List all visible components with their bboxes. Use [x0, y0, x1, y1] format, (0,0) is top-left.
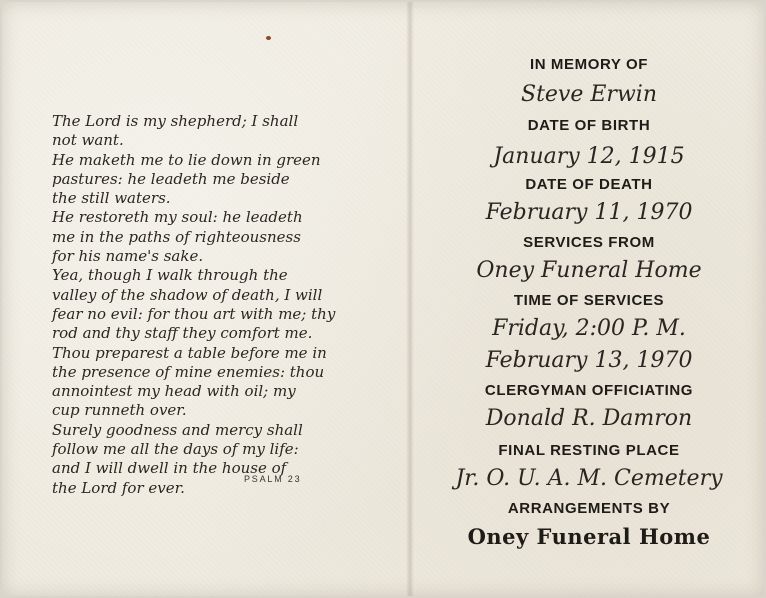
death-label: DATE OF DEATH [525, 176, 653, 193]
psalm-line: fear no evil: for thou art with me; thy [52, 304, 336, 323]
time-label: TIME OF SERVICES [513, 292, 665, 309]
psalm-line: The Lord is my shepherd; I shall [52, 112, 299, 130]
psalm-line: He restoreth my soul: he leadeth [52, 208, 303, 227]
psalm-line: cup runneth over. [52, 401, 187, 420]
birth-date: January 12, 1915 [493, 144, 685, 169]
psalm-line: annointest my head with oil; my [52, 382, 296, 401]
psalm-line: not want. [52, 131, 124, 150]
psalm-line: the Lord for ever. [52, 478, 185, 497]
resting-place-label: FINAL RESTING PLACE [498, 442, 680, 459]
psalm-line: Yea, though I walk through the [52, 266, 288, 285]
resting-place: Jr. O. U. A. M. Cemetery [455, 466, 723, 491]
psalm-line: me in the paths of righteousness [52, 227, 301, 246]
psalm-line: pastures: he leadeth me beside [52, 169, 290, 188]
service-time: Friday, 2:00 P. M. [492, 316, 686, 341]
in-memory-heading: IN MEMORY OF [529, 56, 649, 73]
memorial-details [414, 2, 764, 596]
card-fold [406, 2, 414, 596]
psalm-line: follow me all the days of my life: [52, 440, 299, 459]
psalm-line: and I will dwell in the house of [52, 459, 287, 478]
psalm-text [52, 112, 372, 498]
psalm-line: the still waters. [52, 189, 171, 208]
clergy-name: Donald R. Damron [485, 406, 693, 431]
psalm-line: He maketh me to lie down in green [52, 150, 321, 169]
funeral-home-blackletter: Oney Funeral Home [467, 524, 711, 549]
service-date: February 13, 1970 [485, 348, 693, 373]
psalm-line: valley of the shadow of death, I will [52, 285, 323, 304]
psalm-line: the presence of mine enemies: thou [52, 362, 325, 381]
psalm-line: Thou preparest a table before me in [52, 343, 327, 362]
death-date: February 11, 1970 [485, 200, 693, 225]
deceased-name: Steve Erwin [521, 82, 657, 107]
clergy-label: CLERGYMAN OFFICIATING [484, 382, 694, 399]
psalm-line: Surely goodness and mercy shall [52, 420, 303, 439]
services-from-value: Oney Funeral Home [476, 258, 702, 283]
services-from-label: SERVICES FROM [523, 234, 655, 251]
memorial-card [2, 2, 764, 596]
psalm-reference: PSALM 23 [244, 474, 302, 484]
paper-fleck [266, 36, 271, 40]
birth-label: DATE OF BIRTH [527, 117, 651, 134]
arrangements-label: ARRANGEMENTS BY [507, 500, 671, 517]
psalm-line: rod and thy staff they comfort me. [52, 324, 313, 343]
psalm-line: for his name's sake. [52, 247, 204, 266]
